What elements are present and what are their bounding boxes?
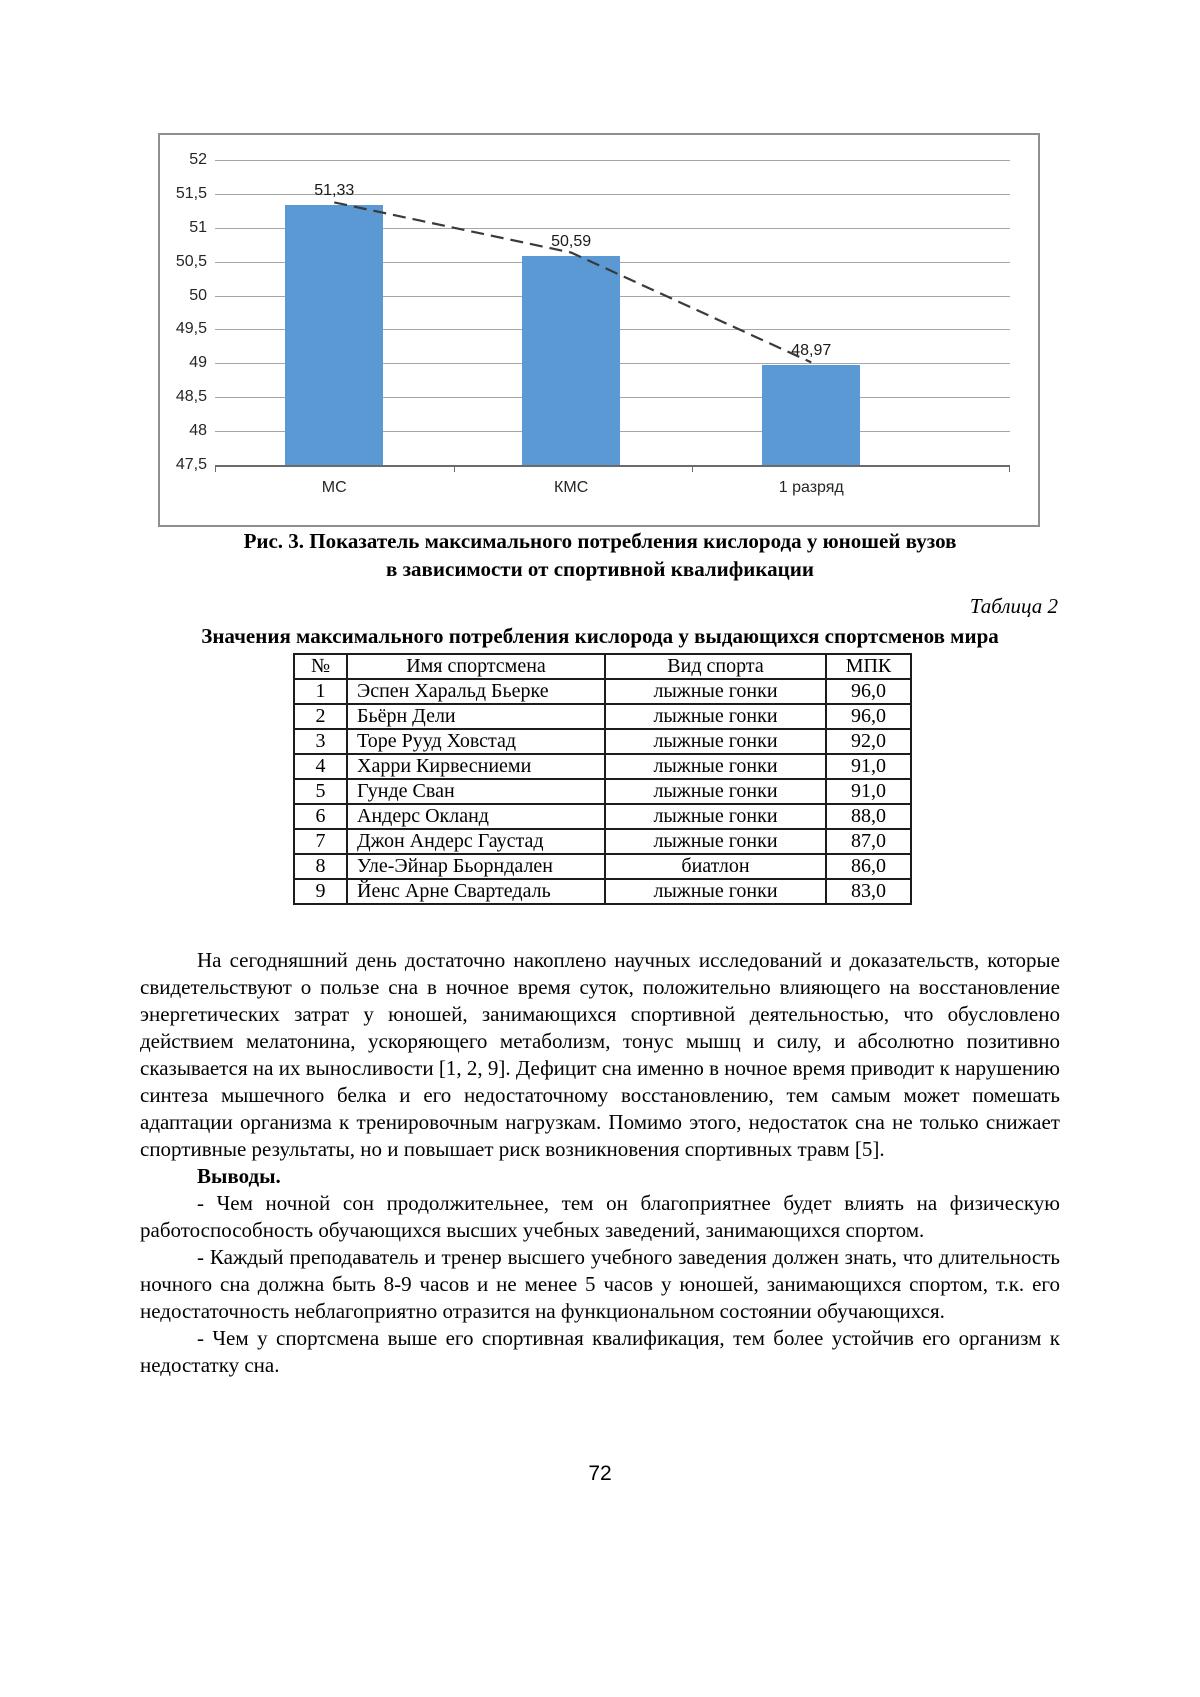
x-axis-tick bbox=[1009, 465, 1010, 472]
table-cell: Бьёрн Дели bbox=[347, 704, 605, 729]
table-row bbox=[294, 829, 911, 854]
y-axis-tick-label: 51,5 bbox=[175, 184, 207, 202]
table-cell: лыжные гонки bbox=[605, 679, 826, 704]
table-row bbox=[294, 804, 911, 829]
bar-value-label: 48,97 bbox=[791, 342, 832, 360]
x-axis-category-label: 1 разряд bbox=[778, 479, 844, 496]
table-cell: 91,0 bbox=[826, 754, 911, 779]
table-cell: Торе Рууд Ховстад bbox=[347, 729, 605, 754]
table-cell: 96,0 bbox=[826, 679, 911, 704]
table-cell: Джон Андерс Гаустад bbox=[347, 829, 605, 854]
table-cell: биатлон bbox=[605, 854, 826, 879]
table-cell: 87,0 bbox=[826, 829, 911, 854]
table-cell: 3 bbox=[294, 729, 347, 754]
table-cell: лыжные гонки bbox=[605, 804, 826, 829]
chart-plot-area bbox=[175, 151, 1010, 496]
table-cell: 1 bbox=[294, 679, 347, 704]
table-label: Таблица 2 bbox=[969, 594, 1058, 618]
table-cell: 6 bbox=[294, 804, 347, 829]
figure-caption-line1: Рис. 3. Показатель максимального потребления кислорода у юношей вузов bbox=[243, 529, 957, 553]
table-cell: Гунде Сван bbox=[347, 779, 605, 804]
table-cell: лыжные гонки bbox=[605, 704, 826, 729]
bar-chart bbox=[158, 133, 1040, 527]
table-cell: Уле-Эйнар Бьорндален bbox=[347, 854, 605, 879]
table-title: Значения максимального потребления кислорода у выдающихся спортсменов мира bbox=[201, 624, 999, 648]
table-row bbox=[294, 729, 911, 754]
conclusion-item: - Чем у спортсмена выше его спортивная квалификация, тем более устойчив его организм к недостатку сна. bbox=[140, 1326, 1060, 1377]
table-cell: 8 bbox=[294, 854, 347, 879]
y-axis-tick-label: 49,5 bbox=[175, 320, 207, 338]
figure-caption bbox=[140, 527, 1060, 583]
table-cell: 9 bbox=[294, 879, 347, 904]
table-cell: 86,0 bbox=[826, 854, 911, 879]
table-cell: лыжные гонки bbox=[605, 729, 826, 754]
x-axis-tick bbox=[454, 465, 455, 472]
y-axis-tick-label: 47,5 bbox=[175, 456, 207, 473]
table-cell: 83,0 bbox=[826, 879, 911, 904]
x-axis-category-label: КМС bbox=[554, 479, 589, 496]
page-number: 72 bbox=[588, 1462, 612, 1485]
body-text bbox=[140, 947, 1060, 1379]
table-row bbox=[294, 754, 911, 779]
table-cell: лыжные гонки bbox=[605, 879, 826, 904]
table-cell: 92,0 bbox=[826, 729, 911, 754]
x-axis-line bbox=[215, 465, 1010, 467]
table-header-cell: Вид спорта bbox=[605, 654, 826, 679]
y-axis-tick-label: 50 bbox=[189, 286, 207, 304]
figure-caption-line2: в зависимости от спортивной квалификации bbox=[386, 557, 814, 581]
table-row bbox=[294, 704, 911, 729]
table-cell: лыжные гонки bbox=[605, 779, 826, 804]
table-cell: 2 bbox=[294, 704, 347, 729]
conclusion-item: - Каждый преподаватель и тренер высшего учебного заведения должен знать, что длительность ночного сна должна быть 8-9 часов и не менее 5 часов у юношей, занимающихся спортом, т.к. его недостаточность неблагоприятно отразится на функциональном состоянии обучающихся. bbox=[140, 1245, 1060, 1323]
bar-value-label: 51,33 bbox=[314, 182, 355, 200]
x-axis-tick bbox=[215, 465, 216, 472]
table-cell: 5 bbox=[294, 779, 347, 804]
table-cell: 96,0 bbox=[826, 704, 911, 729]
table-row bbox=[294, 879, 911, 904]
table-cell: 91,0 bbox=[826, 779, 911, 804]
conclusions-heading: Выводы. bbox=[197, 1164, 281, 1188]
y-axis-tick-label: 52 bbox=[189, 151, 207, 168]
trend-line bbox=[215, 160, 1010, 465]
x-axis-tick bbox=[692, 465, 693, 472]
paragraph: На сегодняшний день достаточно накоплено научных исследований и доказательств, которые свидетельствуют о пользе сна в ночное время суток, положительно влияющего на восстановление энергетических затрат у юношей, занимающихся спортивной деятельностью, что обусловлено действием мелатонина, ускоряющего метаболизм, тонус мышц и силу, и абсолютно позитивно сказывается на их выносливости [1, 2, 9]. Дефицит сна именно в ночное время приводит к нарушению синтеза мышечного белка и его недостаточному восстановлению, тем самым может помешать адаптации организма к тренировочным нагрузкам. Помимо этого, недостаток сна не только снижает спортивные результаты, но и повышает риск возникновения спортивных травм [5]. bbox=[140, 948, 1060, 1161]
y-axis-tick-label: 51 bbox=[189, 218, 207, 236]
table-row bbox=[294, 854, 911, 879]
table-header-row bbox=[294, 654, 911, 679]
table-cell: Андерс Окланд bbox=[347, 804, 605, 829]
table-cell: Эспен Харальд Бьерке bbox=[347, 679, 605, 704]
table-cell: лыжные гонки bbox=[605, 754, 826, 779]
table-row bbox=[294, 779, 911, 804]
table-header-cell: № bbox=[294, 654, 347, 679]
athletes-table bbox=[293, 653, 912, 905]
conclusion-item: - Чем ночной сон продолжительнее, тем он благоприятнее будет влиять на физическую работоспособность обучающихся высших учебных заведений, занимающихся спортом. bbox=[140, 1191, 1060, 1242]
table-cell: Йенс Арне Свартедаль bbox=[347, 879, 605, 904]
bar-value-label: 50,59 bbox=[551, 232, 592, 250]
table-cell: 7 bbox=[294, 829, 347, 854]
table-header-cell: Имя спортсмена bbox=[347, 654, 605, 679]
y-axis-tick-label: 50,5 bbox=[175, 252, 207, 270]
y-axis-tick-label: 49 bbox=[189, 354, 207, 372]
table-row bbox=[294, 679, 911, 704]
y-axis-tick-label: 48,5 bbox=[175, 388, 207, 406]
x-axis-category-label: МС bbox=[321, 479, 347, 496]
table-cell: 4 bbox=[294, 754, 347, 779]
table-cell: 88,0 bbox=[826, 804, 911, 829]
table-cell: Харри Кирвесниеми bbox=[347, 754, 605, 779]
y-axis-tick-label: 48 bbox=[189, 422, 207, 440]
table-cell: лыжные гонки bbox=[605, 829, 826, 854]
table-header-cell: МПК bbox=[826, 654, 911, 679]
